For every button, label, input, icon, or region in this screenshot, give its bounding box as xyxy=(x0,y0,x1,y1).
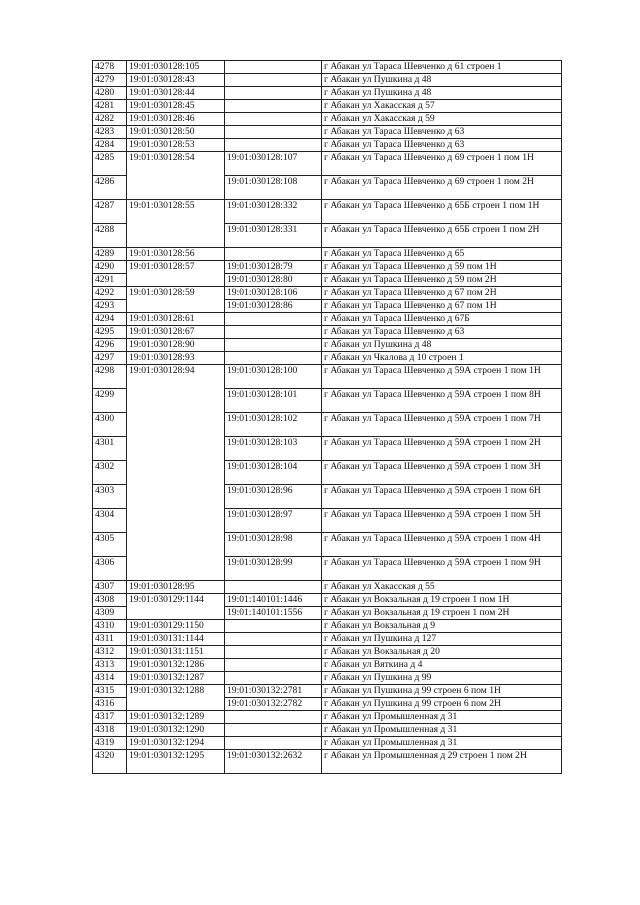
sub-cadastral-number: 19:01:030128:104 xyxy=(225,461,322,485)
table-row xyxy=(93,261,562,274)
cadastral-number: 19:01:030128:93 xyxy=(127,352,225,365)
cadastral-number: 19:01:030128:105 xyxy=(127,61,225,74)
address: г Абакан ул Пушкина д 127 xyxy=(322,633,562,646)
sub-cadastral-number: 19:01:030128:108 xyxy=(225,176,322,200)
row-number: 4296 xyxy=(93,339,127,352)
address: г Абакан ул Тараса Шевченко д 59А строен 1 пом 1Н xyxy=(322,365,562,389)
address: г Абакан ул Тараса Шевченко д 63 xyxy=(322,126,562,139)
sub-cadastral-number xyxy=(225,339,322,352)
table-row xyxy=(93,659,562,672)
address: г Абакан ул Тараса Шевченко д 61 строен 1 xyxy=(322,61,562,74)
table-row xyxy=(93,352,562,365)
sub-cadastral-number xyxy=(225,326,322,339)
sub-cadastral-number: 19:01:030128:102 xyxy=(225,413,322,437)
row-number: 4313 xyxy=(93,659,127,672)
table-row xyxy=(93,750,562,774)
row-number: 4300 xyxy=(93,413,127,437)
address: г Абакан ул Тараса Шевченко д 69 строен 1 пом 1Н xyxy=(322,152,562,176)
row-number: 4292 xyxy=(93,287,127,300)
address: г Абакан ул Тараса Шевченко д 59А строен 1 пом 8Н xyxy=(322,389,562,413)
row-number: 4287 xyxy=(93,200,127,224)
row-number: 4301 xyxy=(93,437,127,461)
table-row xyxy=(93,248,562,261)
cadastral-number: 19:01:030128:67 xyxy=(127,326,225,339)
cadastral-number: 19:01:030128:95 xyxy=(127,581,225,594)
row-number: 4295 xyxy=(93,326,127,339)
sub-cadastral-number: 19:01:030128:80 xyxy=(225,274,322,287)
cadastral-number: 19:01:030128:44 xyxy=(127,87,225,100)
sub-cadastral-number xyxy=(225,724,322,737)
table-row xyxy=(93,313,562,326)
table-row xyxy=(93,685,562,698)
sub-cadastral-number: 19:01:030128:97 xyxy=(225,509,322,533)
table-row xyxy=(93,126,562,139)
sub-cadastral-number: 19:01:030132:2781 xyxy=(225,685,322,698)
cadastral-number: 19:01:030131:1144 xyxy=(127,633,225,646)
cadastral-number: 19:01:030128:54 xyxy=(127,152,225,200)
cadastral-number: 19:01:030128:43 xyxy=(127,74,225,87)
address: г Абакан ул Пушкина д 48 xyxy=(322,74,562,87)
address: г Абакан ул Пушкина д 99 строен 6 пом 1Н xyxy=(322,685,562,698)
table-row xyxy=(93,646,562,659)
sub-cadastral-number: 19:01:030128:100 xyxy=(225,365,322,389)
address: г Абакан ул Промышленная д 31 xyxy=(322,724,562,737)
address: г Абакан ул Пушкина д 48 xyxy=(322,87,562,100)
sub-cadastral-number xyxy=(225,620,322,633)
sub-cadastral-number xyxy=(225,113,322,126)
cadastral-number: 19:01:030132:1294 xyxy=(127,737,225,750)
row-number: 4293 xyxy=(93,300,127,313)
table-row xyxy=(93,339,562,352)
table-row xyxy=(93,326,562,339)
row-number: 4284 xyxy=(93,139,127,152)
cadastral-number: 19:01:030128:56 xyxy=(127,248,225,261)
table-row xyxy=(93,633,562,646)
sub-cadastral-number xyxy=(225,737,322,750)
sub-cadastral-number: 19:01:140101:1556 xyxy=(225,607,322,620)
row-number: 4294 xyxy=(93,313,127,326)
address: г Абакан ул Тараса Шевченко д 67 пом 2Н xyxy=(322,287,562,300)
table-row xyxy=(93,113,562,126)
address: г Абакан ул Чкалова д 10 строен 1 xyxy=(322,352,562,365)
row-number: 4302 xyxy=(93,461,127,485)
row-number: 4291 xyxy=(93,274,127,287)
sub-cadastral-number xyxy=(225,126,322,139)
row-number: 4281 xyxy=(93,100,127,113)
table-row xyxy=(93,737,562,750)
sub-cadastral-number: 19:01:030132:2782 xyxy=(225,698,322,711)
row-number: 4307 xyxy=(93,581,127,594)
address: г Абакан ул Тараса Шевченко д 59 пом 1Н xyxy=(322,261,562,274)
registry-table xyxy=(92,60,562,774)
address: г Абакан ул Хакасская д 57 xyxy=(322,100,562,113)
table-row xyxy=(93,365,562,389)
row-number: 4290 xyxy=(93,261,127,274)
sub-cadastral-number xyxy=(225,633,322,646)
cadastral-number: 19:01:030129:1150 xyxy=(127,620,225,633)
address: г Абакан ул Пушкина д 99 xyxy=(322,672,562,685)
cadastral-number: 19:01:030128:55 xyxy=(127,200,225,248)
sub-cadastral-number xyxy=(225,248,322,261)
sub-cadastral-number xyxy=(225,646,322,659)
cadastral-number: 19:01:030128:94 xyxy=(127,365,225,581)
row-number: 4299 xyxy=(93,389,127,413)
row-number: 4279 xyxy=(93,74,127,87)
sub-cadastral-number xyxy=(225,581,322,594)
sub-cadastral-number: 19:01:140101:1446 xyxy=(225,594,322,607)
cadastral-number: 19:01:030128:61 xyxy=(127,313,225,326)
address: г Абакан ул Промышленная д 31 xyxy=(322,711,562,724)
row-number: 4285 xyxy=(93,152,127,176)
cadastral-number: 19:01:030129:1144 xyxy=(127,594,225,620)
address: г Абакан ул Хакасская д 55 xyxy=(322,581,562,594)
cadastral-number: 19:01:030128:59 xyxy=(127,287,225,313)
address: г Абакан ул Тараса Шевченко д 67 пом 1Н xyxy=(322,300,562,313)
sub-cadastral-number xyxy=(225,711,322,724)
row-number: 4320 xyxy=(93,750,127,774)
cadastral-number: 19:01:030132:1290 xyxy=(127,724,225,737)
address: г Абакан ул Тараса Шевченко д 59А строен 1 пом 3Н xyxy=(322,461,562,485)
row-number: 4308 xyxy=(93,594,127,607)
table-row xyxy=(93,287,562,300)
address: г Абакан ул Тараса Шевченко д 59А строен 1 пом 9Н xyxy=(322,557,562,581)
row-number: 4288 xyxy=(93,224,127,248)
cadastral-number: 19:01:030128:90 xyxy=(127,339,225,352)
sub-cadastral-number xyxy=(225,672,322,685)
row-number: 4316 xyxy=(93,698,127,711)
sub-cadastral-number: 19:01:030128:332 xyxy=(225,200,322,224)
sub-cadastral-number: 19:01:030128:106 xyxy=(225,287,322,300)
table-row xyxy=(93,61,562,74)
address: г Абакан ул Тараса Шевченко д 67Б xyxy=(322,313,562,326)
row-number: 4303 xyxy=(93,485,127,509)
row-number: 4319 xyxy=(93,737,127,750)
registry-table-body xyxy=(93,61,562,774)
table-row xyxy=(93,139,562,152)
address: г Абакан ул Тараса Шевченко д 59А строен 1 пом 5Н xyxy=(322,509,562,533)
address: г Абакан ул Тараса Шевченко д 63 xyxy=(322,139,562,152)
sub-cadastral-number xyxy=(225,659,322,672)
cadastral-number: 19:01:030128:46 xyxy=(127,113,225,126)
address: г Абакан ул Хакасская д 59 xyxy=(322,113,562,126)
address: г Абакан ул Промышленная д 29 строен 1 пом 2Н xyxy=(322,750,562,774)
address: г Абакан ул Тараса Шевченко д 65Б строен 1 пом 2Н xyxy=(322,224,562,248)
row-number: 4317 xyxy=(93,711,127,724)
address: г Абакан ул Тараса Шевченко д 59А строен 1 пом 4Н xyxy=(322,533,562,557)
address: г Абакан ул Тараса Шевченко д 63 xyxy=(322,326,562,339)
address: г Абакан ул Тараса Шевченко д 65Б строен 1 пом 1Н xyxy=(322,200,562,224)
sub-cadastral-number: 19:01:030128:79 xyxy=(225,261,322,274)
row-number: 4305 xyxy=(93,533,127,557)
address: г Абакан ул Тараса Шевченко д 59 пом 2Н xyxy=(322,274,562,287)
table-row xyxy=(93,724,562,737)
sub-cadastral-number: 19:01:030128:98 xyxy=(225,533,322,557)
table-row xyxy=(93,620,562,633)
sub-cadastral-number xyxy=(225,139,322,152)
row-number: 4315 xyxy=(93,685,127,698)
row-number: 4306 xyxy=(93,557,127,581)
row-number: 4297 xyxy=(93,352,127,365)
sub-cadastral-number xyxy=(225,313,322,326)
table-row xyxy=(93,594,562,607)
sub-cadastral-number: 19:01:030128:96 xyxy=(225,485,322,509)
table-row xyxy=(93,711,562,724)
table-row xyxy=(93,672,562,685)
address: г Абакан ул Вокзальная д 9 xyxy=(322,620,562,633)
address: г Абакан ул Вокзальная д 19 строен 1 пом 2Н xyxy=(322,607,562,620)
address: г Абакан ул Тараса Шевченко д 59А строен 1 пом 7Н xyxy=(322,413,562,437)
table-row xyxy=(93,200,562,224)
table-row xyxy=(93,74,562,87)
sub-cadastral-number xyxy=(225,100,322,113)
sub-cadastral-number: 19:01:030128:103 xyxy=(225,437,322,461)
cadastral-number: 19:01:030132:1288 xyxy=(127,685,225,711)
cadastral-number: 19:01:030128:45 xyxy=(127,100,225,113)
row-number: 4310 xyxy=(93,620,127,633)
row-number: 4280 xyxy=(93,87,127,100)
sub-cadastral-number: 19:01:030128:99 xyxy=(225,557,322,581)
address: г Абакан ул Пушкина д 99 строен 6 пом 2Н xyxy=(322,698,562,711)
cadastral-number: 19:01:030131:1151 xyxy=(127,646,225,659)
address: г Абакан ул Тараса Шевченко д 59А строен 1 пом 6Н xyxy=(322,485,562,509)
row-number: 4309 xyxy=(93,607,127,620)
row-number: 4289 xyxy=(93,248,127,261)
document-page xyxy=(92,60,561,774)
cadastral-number: 19:01:030132:1287 xyxy=(127,672,225,685)
row-number: 4286 xyxy=(93,176,127,200)
cadastral-number: 19:01:030132:1295 xyxy=(127,750,225,774)
sub-cadastral-number xyxy=(225,87,322,100)
row-number: 4278 xyxy=(93,61,127,74)
address: г Абакан ул Тараса Шевченко д 59А строен 1 пом 2Н xyxy=(322,437,562,461)
address: г Абакан ул Тараса Шевченко д 69 строен 1 пом 2Н xyxy=(322,176,562,200)
address: г Абакан ул Вокзальная д 20 xyxy=(322,646,562,659)
sub-cadastral-number: 19:01:030132:2632 xyxy=(225,750,322,774)
sub-cadastral-number: 19:01:030128:107 xyxy=(225,152,322,176)
row-number: 4311 xyxy=(93,633,127,646)
row-number: 4312 xyxy=(93,646,127,659)
address: г Абакан ул Вяткина д 4 xyxy=(322,659,562,672)
table-row xyxy=(93,87,562,100)
cadastral-number: 19:01:030132:1289 xyxy=(127,711,225,724)
cadastral-number: 19:01:030128:50 xyxy=(127,126,225,139)
cadastral-number: 19:01:030128:57 xyxy=(127,261,225,287)
row-number: 4283 xyxy=(93,126,127,139)
address: г Абакан ул Вокзальная д 19 строен 1 пом 1Н xyxy=(322,594,562,607)
sub-cadastral-number xyxy=(225,352,322,365)
sub-cadastral-number: 19:01:030128:331 xyxy=(225,224,322,248)
row-number: 4304 xyxy=(93,509,127,533)
row-number: 4318 xyxy=(93,724,127,737)
row-number: 4298 xyxy=(93,365,127,389)
table-row xyxy=(93,152,562,176)
cadastral-number: 19:01:030132:1286 xyxy=(127,659,225,672)
sub-cadastral-number: 19:01:030128:86 xyxy=(225,300,322,313)
sub-cadastral-number xyxy=(225,74,322,87)
cadastral-number: 19:01:030128:53 xyxy=(127,139,225,152)
row-number: 4282 xyxy=(93,113,127,126)
table-row xyxy=(93,100,562,113)
address: г Абакан ул Тараса Шевченко д 65 xyxy=(322,248,562,261)
table-row xyxy=(93,581,562,594)
sub-cadastral-number: 19:01:030128:101 xyxy=(225,389,322,413)
sub-cadastral-number xyxy=(225,61,322,74)
row-number: 4314 xyxy=(93,672,127,685)
address: г Абакан ул Промышленная д 31 xyxy=(322,737,562,750)
address: г Абакан ул Пушкина д 48 xyxy=(322,339,562,352)
